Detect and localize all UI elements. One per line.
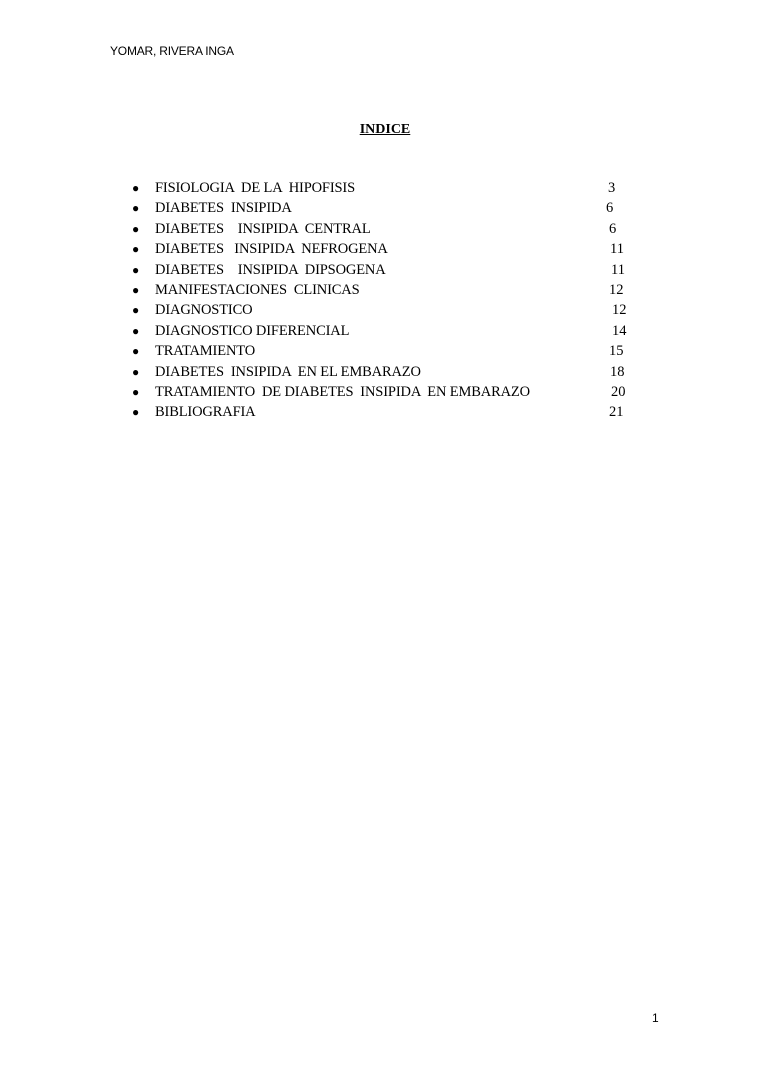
bullet-icon: ● xyxy=(132,221,140,236)
toc-entry xyxy=(0,198,768,218)
toc-title-text: INDICE xyxy=(359,122,411,137)
toc-entry-page: 20 xyxy=(611,383,626,400)
bullet-icon: ● xyxy=(132,344,140,359)
bullet-icon: ● xyxy=(132,364,140,379)
toc-entry-page: 12 xyxy=(612,302,627,319)
bullet-icon: ● xyxy=(132,303,140,318)
toc-entry xyxy=(0,280,768,300)
toc-entry xyxy=(0,341,768,361)
page-number: 1 xyxy=(652,1011,659,1025)
toc-entry-label: TRATAMIENTO DE DIABETES INSIPIDA EN EMBARAZO xyxy=(155,383,530,400)
toc-entry-page: 12 xyxy=(609,281,624,298)
toc-entry xyxy=(0,321,768,341)
toc-entry-page: 15 xyxy=(609,343,624,360)
toc-entry-label: DIABETES INSIPIDA xyxy=(155,200,292,217)
bullet-icon: ● xyxy=(132,262,140,277)
toc-entry-page: 6 xyxy=(609,220,617,237)
toc-entry xyxy=(0,300,768,320)
bullet-icon: ● xyxy=(132,181,140,195)
toc-entry-page: 18 xyxy=(610,363,625,380)
toc-entry-label: DIABETES INSIPIDA EN EL EMBARAZO xyxy=(155,363,421,380)
toc-entry-label: FISIOLOGIA DE LA HIPOFISIS xyxy=(155,180,356,196)
toc-entry-page: 14 xyxy=(612,322,627,339)
toc-entry xyxy=(0,178,768,198)
running-header-author: YOMAR, RIVERA INGA xyxy=(110,44,234,58)
bullet-icon: ● xyxy=(132,282,140,297)
bullet-icon: ● xyxy=(132,405,140,420)
toc-entry-page: 21 xyxy=(609,404,624,421)
toc-entry-label: DIAGNOSTICO DIFERENCIAL xyxy=(155,322,350,339)
toc-entry-label: DIABETES INSIPIDA NEFROGENA xyxy=(155,241,388,258)
toc-entry-label: DIAGNOSTICO xyxy=(155,302,253,319)
toc-entry-page: 3 xyxy=(608,180,616,196)
toc-entry-label: TRATAMIENTO xyxy=(155,343,256,360)
table-of-contents xyxy=(0,178,768,423)
toc-entry xyxy=(0,382,768,402)
toc-entry-label: DIABETES INSIPIDA CENTRAL xyxy=(155,220,371,237)
toc-entry-page: 6 xyxy=(606,200,614,217)
toc-entry-page: 11 xyxy=(611,261,625,278)
toc-title xyxy=(0,122,768,138)
toc-entry-label: BIBLIOGRAFIA xyxy=(155,404,256,421)
toc-entry-page: 11 xyxy=(610,241,624,258)
toc-entry xyxy=(0,239,768,259)
bullet-icon: ● xyxy=(132,201,140,216)
toc-entry-label: DIABETES INSIPIDA DIPSOGENA xyxy=(155,261,386,278)
bullet-icon: ● xyxy=(132,242,140,257)
toc-entry-label: MANIFESTACIONES CLINICAS xyxy=(155,281,360,298)
toc-entry xyxy=(0,362,768,382)
bullet-icon: ● xyxy=(132,323,140,338)
toc-entry xyxy=(0,402,768,422)
toc-entry xyxy=(0,219,768,239)
bullet-icon: ● xyxy=(132,384,140,399)
toc-entry xyxy=(0,260,768,280)
